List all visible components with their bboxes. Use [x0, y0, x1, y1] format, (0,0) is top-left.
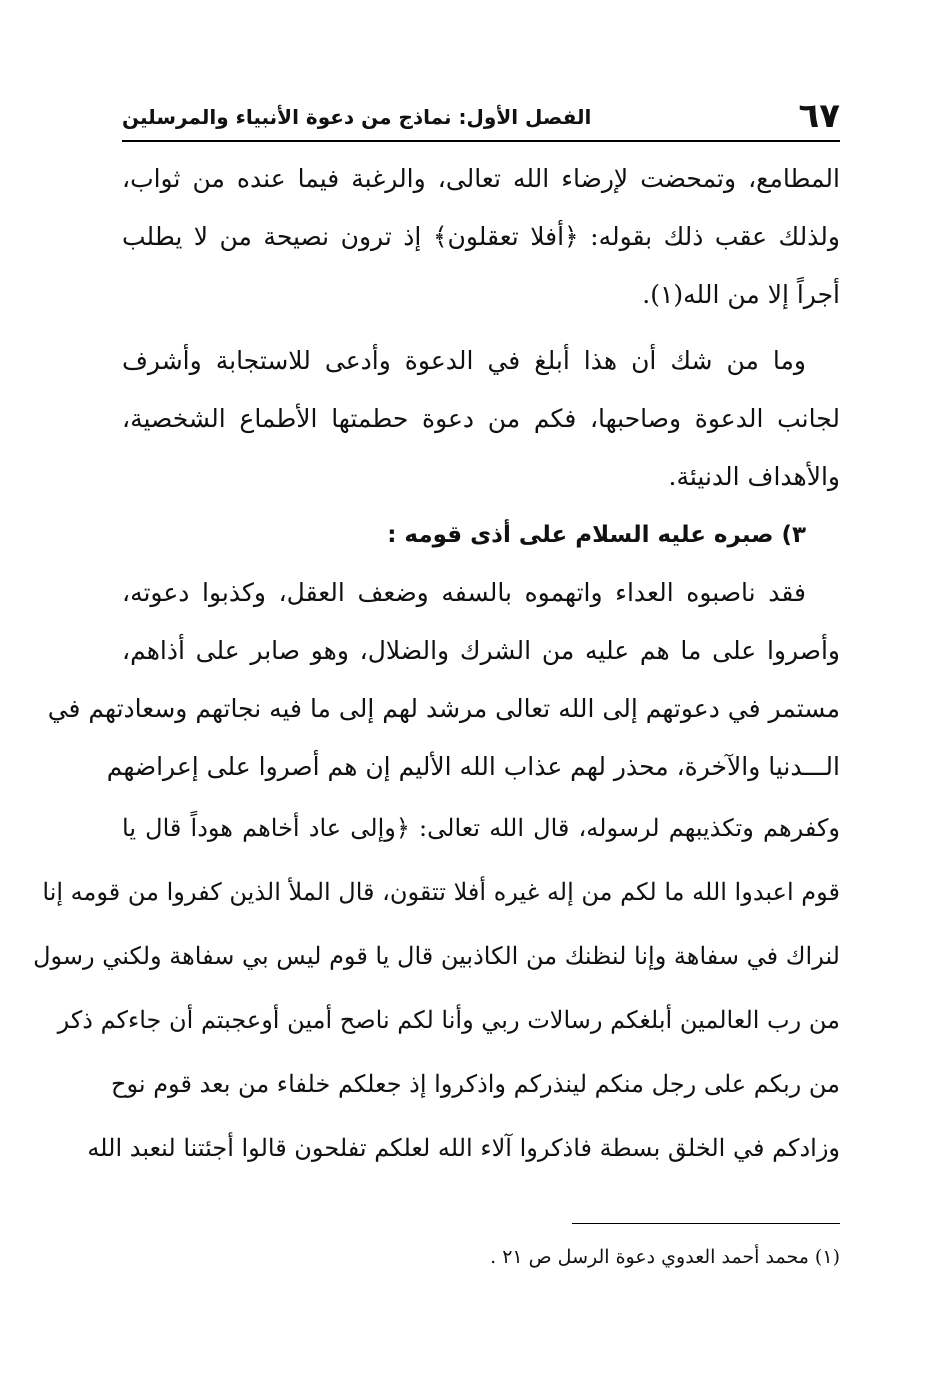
text-line: لجانب الدعوة وصاحبها، فكم من دعوة حطمتها الأطماع الشخصية،	[122, 404, 840, 433]
text-line: فقد ناصبوه العداء واتهموه بالسفه وضعف العقل، وكذبوا دعوته،	[122, 578, 806, 607]
text-line: والأهداف الدنيئة.	[668, 462, 840, 491]
quran-verse-line: وزادكم في الخلق بسطة فاذكروا آلاء الله لعلكم تفلحون قالوا أجئتنا لنعبد الله	[87, 1134, 840, 1162]
section-heading: ٣) صبره عليه السلام على أذى قومه :	[387, 522, 806, 548]
quran-verse-line: لنراك في سفاهة وإنا لنظنك من الكاذبين قال يا قوم ليس بي سفاهة ولكني رسول	[33, 942, 840, 970]
text-line: ولذلك عقب ذلك بقوله: ﴿أفلا تعقلون﴾ إذ ترون نصيحة من لا يطلب	[122, 222, 840, 251]
text-line: وأصروا على ما هم عليه من الشرك والضلال، وهو صابر على أذاهم،	[122, 636, 840, 665]
footnote-divider	[572, 1223, 840, 1224]
chapter-title: الفصل الأول: نماذج من دعوة الأنبياء والمرسلين	[122, 105, 592, 129]
text-line: مستمر في دعوتهم إلى الله تعالى مرشد لهم إلى ما فيه نجاتهم وسعادتهم في	[47, 694, 840, 723]
running-header	[122, 92, 840, 142]
text-line: وما من شك أن هذا أبلغ في الدعوة وأدعى للاستجابة وأشرف	[122, 346, 806, 375]
quran-verse-line: من ربكم على رجل منكم لينذركم واذكروا إذ جعلكم خلفاء من بعد قوم نوح	[111, 1070, 840, 1098]
body-text	[33, 150, 840, 1180]
text-line: المطامع، وتمحضت لإرضاء الله تعالى، والرغبة فيما عنده من ثواب،	[122, 164, 840, 193]
text-line: وكفرهم وتكذيبهم لرسوله، قال الله تعالى: ﴿وإلى عاد أخاهم هوداً قال يا	[122, 814, 840, 842]
page-number: ٦٧	[798, 96, 840, 136]
footnote: (١) محمد أحمد العدوي دعوة الرسل ص ٢١ .	[490, 1246, 840, 1268]
text-line: الـــدنيا والآخرة، محذر لهم عذاب الله الأليم إن هم أصروا على إعراضهم	[106, 752, 840, 781]
text-line: أجراً إلا من الله(١).	[642, 280, 840, 309]
quran-verse-line: قوم اعبدوا الله ما لكم من إله غيره أفلا تتقون، قال الملأ الذين كفروا من قومه إنا	[42, 878, 840, 906]
quran-verse-line: من رب العالمين أبلغكم رسالات ربي وأنا لكم ناصح أمين أوعجبتم أن جاءكم ذكر	[57, 1006, 840, 1034]
